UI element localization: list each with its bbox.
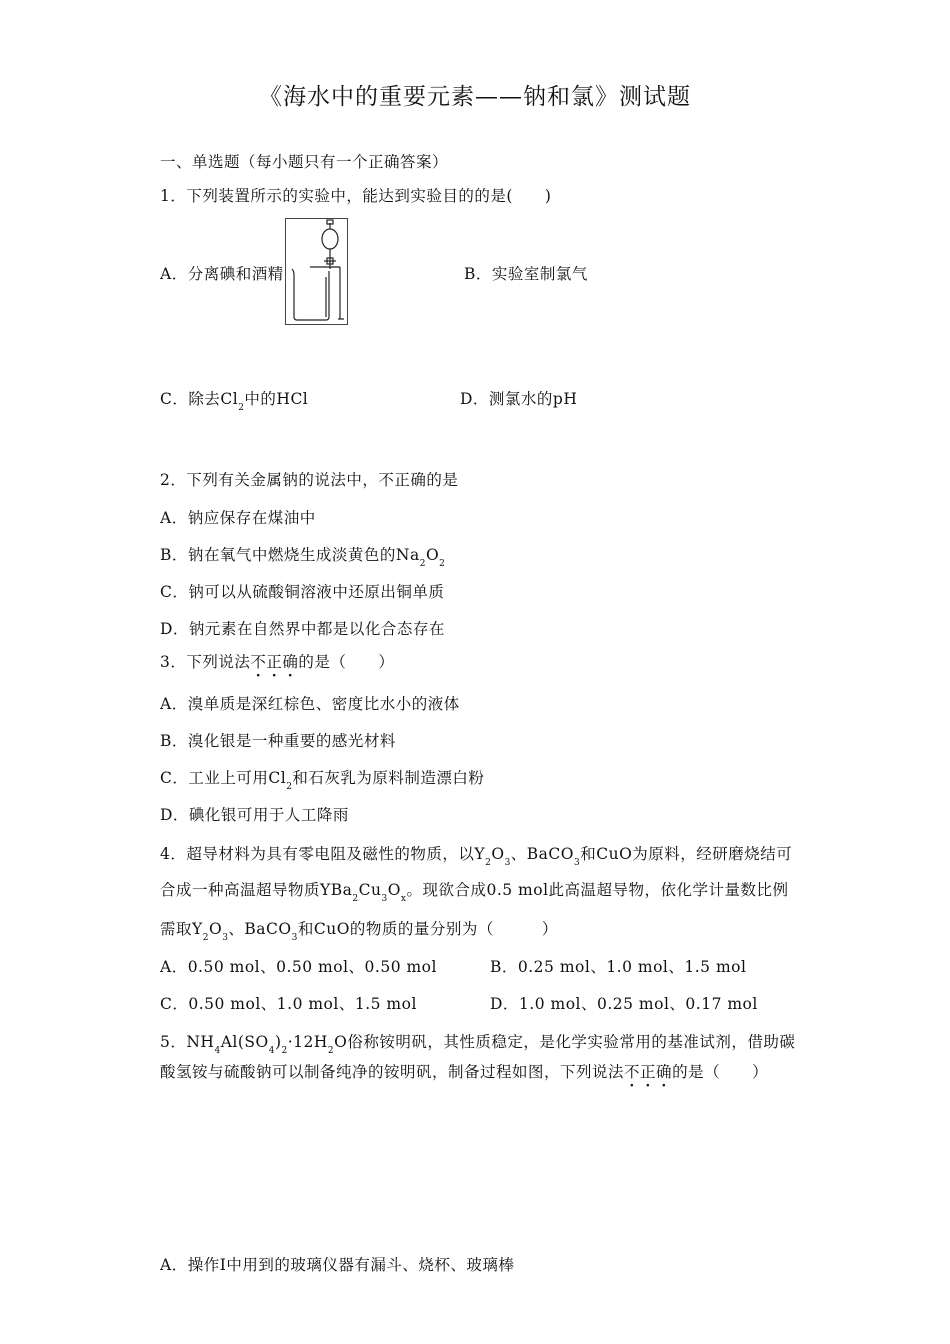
q5-text: 的是（ ） bbox=[672, 1063, 769, 1081]
q3-c-text-2: 和石灰乳为原料制造漂白粉 bbox=[292, 769, 485, 787]
emphasis-char: 正 bbox=[640, 1063, 657, 1081]
q4-text: O bbox=[208, 920, 223, 938]
q3-option-c bbox=[160, 766, 485, 792]
q2-option-b bbox=[160, 543, 446, 569]
q1-option-a: A．分离碘和酒精 bbox=[160, 265, 284, 283]
subscript: 2 bbox=[281, 1046, 288, 1056]
separatory-funnel-icon bbox=[286, 219, 347, 324]
q4-text: 合成一种高温超导物质YBa bbox=[160, 881, 353, 899]
q2-b-text-2: O bbox=[425, 546, 440, 564]
q2-option-d: D．钠元素在自然界中都是以化合态存在 bbox=[160, 620, 445, 638]
q1-option-b: B．实验室制氯气 bbox=[464, 265, 588, 283]
question-4-line-1 bbox=[160, 842, 793, 868]
question-3-stem bbox=[160, 650, 394, 672]
subscript: 2 bbox=[439, 559, 446, 569]
q4-option-b: B．0.25 mol、1.0 mol、1.5 mol bbox=[490, 958, 747, 976]
subscript: 2 bbox=[286, 782, 293, 792]
q4-option-d: D．1.0 mol、0.25 mol、0.17 mol bbox=[490, 995, 758, 1013]
q4-option-a: A．0.50 mol、0.50 mol、0.50 mol bbox=[160, 958, 437, 976]
q5-text: Al(SO bbox=[220, 1033, 269, 1051]
subscript: 2 bbox=[238, 403, 245, 413]
subscript: 3 bbox=[291, 933, 298, 943]
emphasis-char: 不 bbox=[250, 653, 267, 671]
emphasis-char: 不 bbox=[624, 1063, 641, 1081]
q4-text: 和CuO的物质的量分别为（ ） bbox=[297, 920, 558, 938]
q2-option-c: C．钠可以从硫酸铜溶液中还原出铜单质 bbox=[160, 583, 445, 601]
q1-option-c bbox=[160, 387, 309, 413]
subscript: 3 bbox=[222, 933, 229, 943]
q4-text: 需取Y bbox=[160, 920, 203, 938]
subscript: 2 bbox=[327, 1046, 335, 1056]
q4-text: O bbox=[491, 845, 505, 863]
q1-c-text: C．除去Cl bbox=[160, 390, 239, 408]
q3-stem-text: 3．下列说法 bbox=[160, 653, 251, 671]
page-title: 《海水中的重要元素——钠和氯》测试题 bbox=[259, 84, 691, 110]
q4-text: 、BaCO bbox=[228, 920, 292, 938]
question-4-line-2 bbox=[160, 878, 789, 904]
q5-text: 5．NH bbox=[160, 1033, 215, 1051]
q3-option-d: D．碘化银可用于人工降雨 bbox=[160, 806, 349, 824]
q5-option-a: A．操作Ⅰ中用到的玻璃仪器有漏斗、烧杯、玻璃棒 bbox=[160, 1256, 515, 1274]
subscript: 3 bbox=[381, 894, 388, 904]
q1-c-text-2: 中的HCl bbox=[244, 390, 309, 408]
subscript: 2 bbox=[485, 858, 492, 868]
section-heading: 一、单选题（每小题只有一个正确答案） bbox=[160, 153, 449, 171]
subscript: 2 bbox=[352, 894, 359, 904]
separatory-funnel-apparatus-figure bbox=[285, 218, 348, 325]
q3-option-b: B．溴化银是一种重要的感光材料 bbox=[160, 732, 396, 750]
emphasis-char: 确 bbox=[656, 1063, 673, 1081]
subscript: 4 bbox=[268, 1046, 275, 1056]
q4-text: 。现欲合成0.5 mol此高温超导物，依化学计量数比例 bbox=[406, 881, 789, 899]
q3-c-text: C．工业上可用Cl bbox=[160, 769, 287, 787]
subscript: 3 bbox=[504, 858, 511, 868]
q3-option-a: A．溴单质是深红棕色、密度比水小的液体 bbox=[160, 695, 460, 713]
question-4-line-3 bbox=[160, 917, 558, 943]
q5-text: ·12H bbox=[287, 1033, 328, 1051]
subscript: 2 bbox=[419, 559, 426, 569]
question-5-line-2 bbox=[160, 1060, 768, 1082]
q4-text: 、BaCO bbox=[510, 845, 574, 863]
subscript: 4 bbox=[214, 1046, 221, 1056]
subscript: 3 bbox=[574, 858, 581, 868]
emphasis-char: 正 bbox=[266, 653, 283, 671]
q2-option-a: A．钠应保存在煤油中 bbox=[160, 509, 316, 527]
question-2-stem: 2．下列有关金属钠的说法中，不正确的是 bbox=[160, 471, 459, 489]
subscript: x bbox=[400, 894, 407, 904]
question-1-stem: 1．下列装置所示的实验中，能达到实验目的的是( ) bbox=[160, 187, 552, 205]
q4-text: 和CuO为原料，经研磨烧结可 bbox=[580, 845, 793, 863]
q5-text: 酸氢铵与硫酸钠可以制备纯净的铵明矾，制备过程如图，下列说法 bbox=[160, 1063, 625, 1081]
q4-text: 4．超导材料为具有零电阻及磁性的物质，以Y bbox=[160, 845, 486, 863]
emphasis-char: 确 bbox=[282, 653, 299, 671]
question-5-line-1 bbox=[160, 1030, 796, 1056]
q5-text: O俗称铵明矾，其性质稳定，是化学实验常用的基准试剂，借助碳 bbox=[334, 1033, 796, 1051]
q4-text: O bbox=[387, 881, 401, 899]
q4-text: Cu bbox=[358, 881, 382, 899]
q1-option-d: D．测氯水的pH bbox=[460, 390, 578, 408]
q4-option-c: C．0.50 mol、1.0 mol、1.5 mol bbox=[160, 995, 417, 1013]
q2-b-text: B．钠在氧气中燃烧生成淡黄色的Na bbox=[160, 546, 420, 564]
q3-stem-text-2: 的是（ ） bbox=[298, 653, 395, 671]
subscript: 2 bbox=[202, 933, 209, 943]
q5-text: ) bbox=[274, 1033, 282, 1051]
